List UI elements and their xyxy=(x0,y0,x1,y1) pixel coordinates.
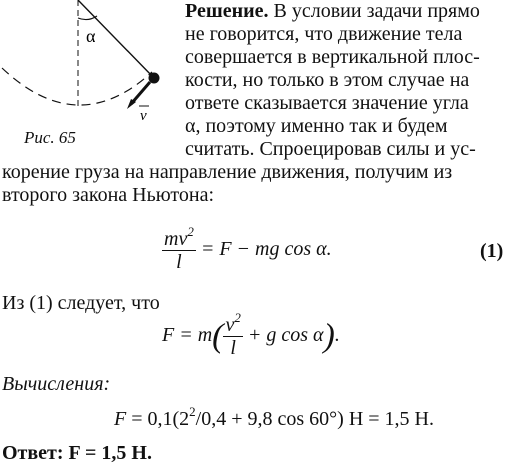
equation-1 xyxy=(162,224,332,273)
answer-label: Ответ: xyxy=(2,442,64,464)
calculation-formula-b: /0,4 + 9,8 cos 60°) Н = 1,5 Н. xyxy=(195,408,434,430)
solution-line-4: кости, но только в этом случае на xyxy=(185,69,470,91)
answer-value: F = 1,5 Н. xyxy=(68,442,152,464)
equation-1-number: (1) xyxy=(480,240,504,262)
pendulum-bob xyxy=(149,73,160,84)
figure-caption: Рис. 65 xyxy=(24,128,76,147)
equation-2-numerator: v xyxy=(225,314,235,336)
equation-2-fraction xyxy=(223,310,242,359)
calculation-exponent: 2 xyxy=(189,404,196,419)
equation-1-numerator: mv xyxy=(164,228,188,250)
solution-line-1-text: В условии задачи прямо xyxy=(273,0,480,22)
equation-1-denominator: l xyxy=(176,251,182,273)
solution-line-6: α, поэтому именно так и будем xyxy=(185,115,448,137)
calculation-heading: Вычисления: xyxy=(2,373,111,395)
solution-line-7: считать. Спроецировав силы и ус- xyxy=(185,138,476,160)
solution-line-2: не говорится, что движение тела xyxy=(185,23,463,45)
solution-line-5: ответе сказывается значение угла xyxy=(185,92,469,114)
calculation-formula: $F = 0,1(2^2/0,4 + 9,8$ cos 60°) Н = 1,5 Н. xyxy=(114,404,434,430)
solution-line-8: корение груза на направление движения, получим из xyxy=(2,161,453,183)
solution-line-1 xyxy=(185,0,480,23)
equation-2-tail: + g cos α xyxy=(247,324,324,347)
swing-arc xyxy=(2,68,152,105)
solution-line-3: совершается в вертикальной плос- xyxy=(185,46,480,68)
velocity-label: v xyxy=(140,108,147,124)
equation-2-end: . xyxy=(334,324,340,347)
equation-1-exponent: 2 xyxy=(187,224,194,239)
equation-1-rhs: = F − mg cos α. xyxy=(200,238,332,261)
velocity-arrow xyxy=(131,82,150,104)
answer-line xyxy=(2,442,152,465)
equation-2-lhs: F = m xyxy=(162,324,213,347)
equation-2-denominator: l xyxy=(230,337,236,359)
solution-line-9: второго закона Ньютона: xyxy=(2,184,215,206)
solution-heading: Решение. xyxy=(185,0,269,22)
derivation-text: Из (1) следует, что xyxy=(2,292,160,314)
equation-2-exponent: 2 xyxy=(234,310,241,325)
equation-1-fraction xyxy=(162,224,196,273)
equation-2: F = m( $\frac{v^2}{l}$ + g cos α). xyxy=(162,310,340,359)
angle-label: α xyxy=(86,26,96,46)
